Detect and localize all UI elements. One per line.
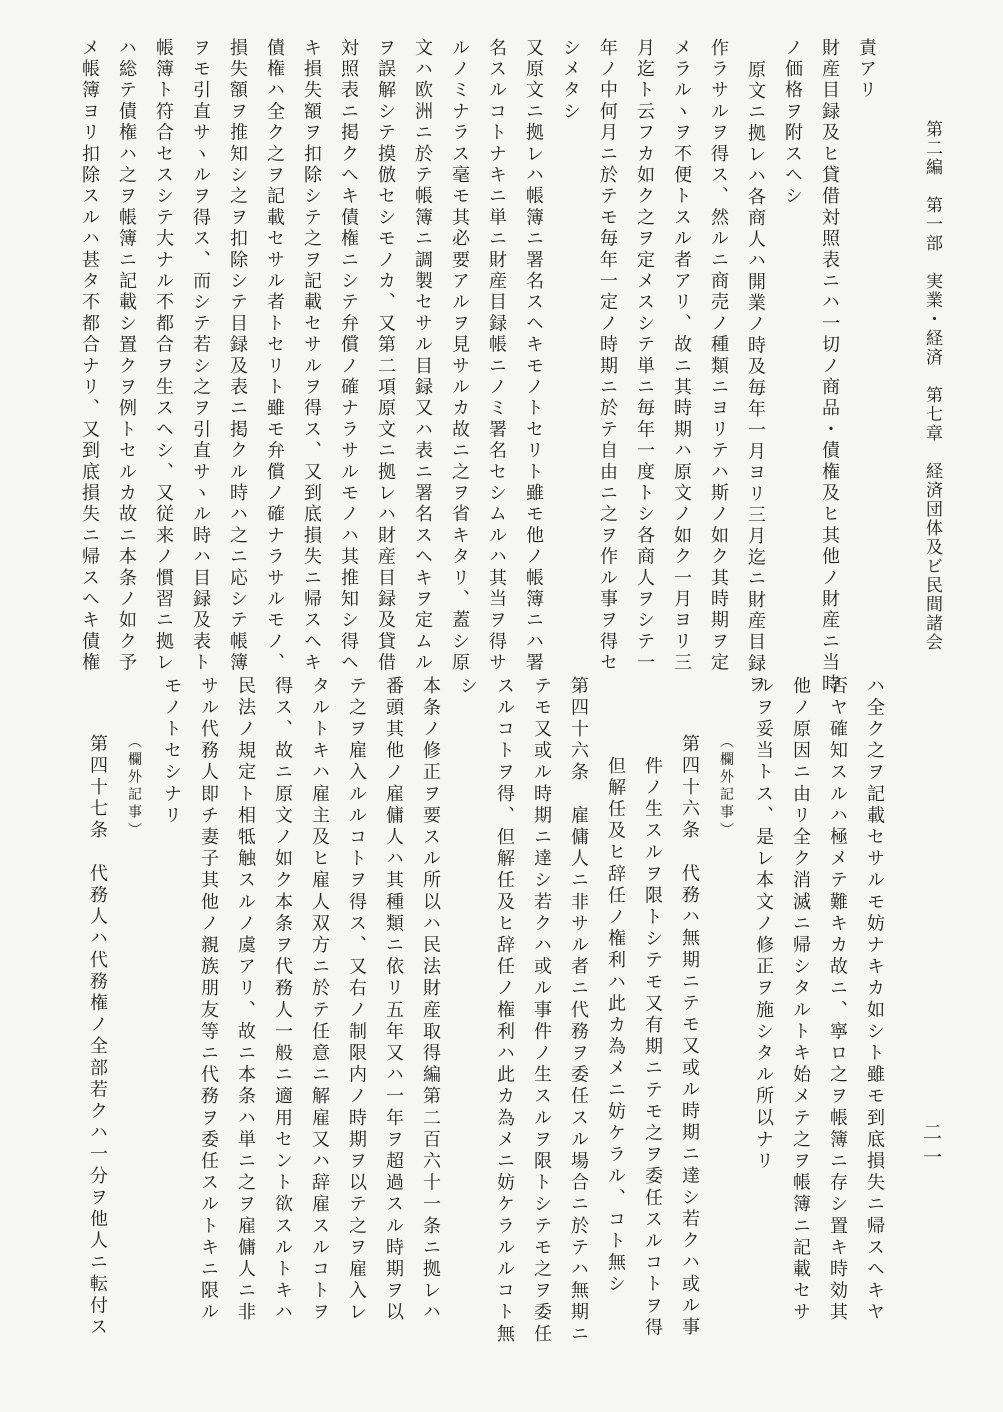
text-column: モノトセシナリ: [161, 676, 182, 828]
text-column: 原文ニ拠レハ各商人ハ開業ノ時及毎年一月ヨリ三月迄ニ財産目録ヲ: [745, 60, 766, 696]
text-column: 名スルコトナキニ単ニ財産目録帳ニノミ署名セシムルハ其当ヲ得サ: [486, 38, 507, 674]
text-column: ノ価格ヲ附スヘシ: [782, 38, 803, 208]
text-column: 損失額ヲ推知シ之ヲ扣除シテ目録及表ニ掲クル時ハ之ニ応シテ帳簿: [227, 38, 248, 674]
running-head: 第二編 第一部 実業・経済 第七章 経済団体及ビ民間諸会: [922, 120, 942, 652]
text-column: 債権ハ全ク之ヲ記載セサル者トセリト雖モ弁償ノ確ナラサルモノ、: [264, 38, 285, 674]
text-column: 月迄ト云フカ如ク之ヲ定メスシテ単ニ毎年一度トシ各商人ヲシテ一: [634, 38, 655, 674]
text-column: 又原文ニ拠レハ帳簿ニ署名スヘキモノトセリト雖モ他ノ帳簿ニハ署: [523, 38, 544, 675]
upper-text-block: [65, 38, 879, 696]
text-column: 但解任及ヒ辞任ノ権利ハ此カ為メニ妨ケラル、コト無シ: [605, 756, 626, 1296]
page-number: 二一: [920, 1122, 942, 1172]
text-column: 第四十六条 代務ハ無期ニテモ又或ル時期ニ達シ若クハ或ル事: [679, 734, 700, 1339]
text-column: テ之ヲ雇入ルルコトヲ得ス、又右ノ制限内ノ時期ヲ以テ之ヲ雇入レ: [346, 676, 367, 1324]
text-column: メラルヽヲ不便トスル者アリ、故ニ其時期ハ原文ノ如ク一月ヨリ三: [671, 38, 692, 674]
text-column: ルヲ妥当トス、是レ本文ノ修正ヲ施シタル所以ナリ: [753, 676, 774, 1173]
text-column: キ損失額ヲ扣除シテ之ヲ記載セサルヲ得ス、又到底損失ニ帰スヘキ: [301, 38, 322, 674]
text-column: ハ全ク之ヲ記載セサルモ妨ナキカ如シト雖モ到底損失ニ帰スヘキヤ: [864, 676, 885, 1324]
text-column: 得ス、故ニ原文ノ如ク本条ヲ代務人一般ニ適用セント欲スルトキハ: [272, 676, 293, 1324]
text-column: ハ総テ債権ハ之ヲ帳簿ニ記載シ置クヲ例トセルカ故ニ本条ノ如ク予: [116, 38, 137, 674]
text-column: 財産目録及ヒ貸借対照表ニハ一切ノ商品・債権及ヒ其他ノ財産ニ当時: [819, 38, 840, 696]
marginal-note: （欄外記事）: [718, 734, 734, 840]
text-column: 第四十七条 代務人ハ代務権ノ全部若クハ一分ヲ他人ニ転付ス: [87, 734, 108, 1339]
text-column: シメタシ: [560, 38, 581, 123]
text-column: タルトキハ雇主及ヒ雇人双方ニ於テ任意ニ解雇又ハ辞雇スルコトヲ: [309, 676, 330, 1324]
text-column: シ: [457, 676, 478, 698]
text-column: サル代務人即チ妻子其他ノ親族朋友等ニ代務ヲ委任スルトキニ限ル: [198, 676, 219, 1324]
text-column: ルノミナラス毫モ其必要アルヲ見サルカ故ニ之ヲ省キタリ、蓋シ原: [449, 38, 470, 674]
lower-text-block: [73, 676, 887, 1346]
text-column: 責アリ: [856, 38, 877, 102]
text-column: 本条ノ修正ヲ要スル所以ハ民法財産取得編第二百六十一条ニ拠レハ: [420, 676, 441, 1324]
text-column: テモ又或ル時期ニ達シ若クハ或ル事件ノ生スルヲ限トシテモ之ヲ委任: [531, 676, 552, 1346]
text-column: 文ハ欧洲ニ於テ帳簿ニ調製セサル目録又ハ表ニ署名スヘキヲ定ムル: [412, 38, 433, 674]
text-column: 否ヤ確知スルハ極メテ難キカ故ニ、寧ロ之ヲ帳簿ニ存シ置キ時効其: [827, 676, 848, 1324]
text-column: スルコトヲ得、但解任及ヒ辞任ノ権利ハ此カ為メニ妨ケラルルコト無: [494, 676, 515, 1346]
text-column: 件ノ生スルヲ限トシテモ又有期ニテモ之ヲ委任スルコトヲ得: [642, 756, 663, 1340]
text-column: ヲモ引直サヽルヲ得ス、而シテ若シ之ヲ引直サヽル時ハ目録及表ト: [190, 38, 211, 674]
text-column: 第四十六条 雇傭人ニ非サル者ニ代務ヲ委任スル場合ニ於テハ無期ニ: [568, 676, 589, 1346]
text-column: 年ノ中何月ニ於テモ毎年一定ノ時期ニ於テ自由ニ之ヲ作ル事ヲ得セ: [597, 38, 618, 675]
text-column: メ帳簿ヨリ扣除スルハ甚タ不都合ナリ、又到底損失ニ帰スヘキ債権: [79, 38, 100, 674]
marginal-note: （欄外記事）: [126, 734, 142, 840]
text-column: 帳簿ト符合セスシテ大ナル不都合ヲ生スヘシ、又従来ノ慣習ニ拠レ: [153, 38, 174, 674]
text-column: 他ノ原因ニ由リ全ク消滅ニ帰シタルトキ始メテ之ヲ帳簿ニ記載セサ: [790, 676, 811, 1324]
text-column: 対照表ニ掲クヘキ債権ニシテ弁償ノ確ナラサルモノハ其推知シ得ヘ: [338, 38, 359, 674]
text-column: 民法ノ規定ト相牴触スルノ虞アリ、故ニ本条ハ単ニ之ヲ雇傭人ニ非: [235, 676, 256, 1324]
text-column: 作ラサルヲ得ス、然ルニ商売ノ種類ニヨリテハ斯ノ如ク其時期ヲ定: [708, 38, 729, 674]
text-column: 番頭其他ノ雇傭人ハ其種類ニ依リ五年又ハ一年ヲ超過スル時期ヲ以: [383, 676, 404, 1324]
text-column: ヲ誤解シテ摸倣セシモノカ、又第二項原文ニ拠レハ財産目録及貸借: [375, 38, 396, 674]
